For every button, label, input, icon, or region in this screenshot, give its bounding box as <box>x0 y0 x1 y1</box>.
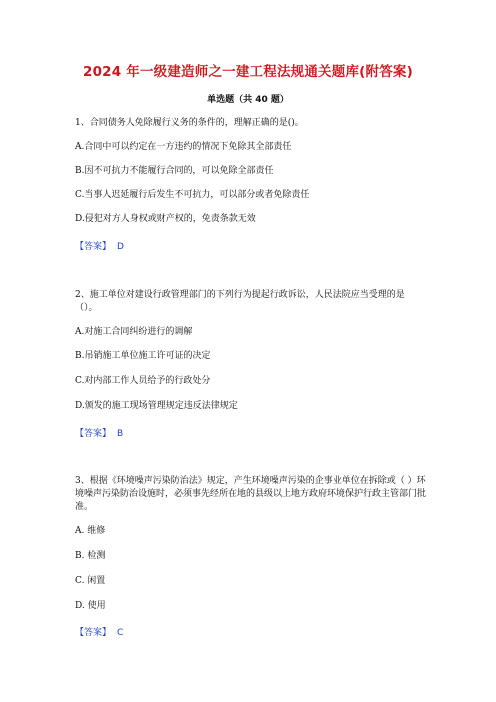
option-d: D. 使用 <box>75 601 106 611</box>
option-c: C. 闲置 <box>75 576 106 586</box>
answer-line <box>75 239 124 252</box>
option-a: A. 维修 <box>75 526 106 536</box>
question-stem: 2、施工单位对建设行政管理部门的下列行为提起行政诉讼，人民法院应当受理的是（）。 <box>75 290 405 313</box>
option-b: B.因不可抗力不能履行合同的，可以免除全部责任 <box>75 166 274 176</box>
option-b: B. 检测 <box>75 551 106 561</box>
answer-label: 【答案】 <box>75 628 112 638</box>
answer-label: 【答案】 <box>75 242 112 252</box>
answer-value: D <box>117 242 124 252</box>
answer-value: B <box>117 429 124 439</box>
question-stem: 1、合同债务人免除履行义务的条件的，理解正确的是()。 <box>75 118 304 128</box>
answer-value: C <box>117 628 124 638</box>
option-b: B.吊销施工单位施工许可证的决定 <box>75 351 211 361</box>
document-title: 2024 年一级建造师之一建工程法规通关题库(附答案) <box>82 64 413 80</box>
option-a: A.合同中可以约定在一方违约的情况下免除其全部责任 <box>75 142 292 152</box>
question-stem: 3、根据《环境噪声污染防治法》规定，产生环境噪声污染的企事业单位在拆除或（ ）环境噪声污染防治设施时，必须事先经所在地的县级以上地方政府环境保护行政主管部门批准。 <box>75 476 427 512</box>
option-d: D.侵犯对方人身权或财产权的，免责条款无效 <box>75 214 256 224</box>
answer-line <box>75 625 123 638</box>
option-a: A.对施工合同纠纷进行的调解 <box>75 327 193 337</box>
option-c: C.对内部工作人员给予的行政处分 <box>75 376 211 386</box>
answer-line <box>75 426 123 439</box>
option-c: C.当事人迟延履行后发生不可抗力，可以部分或者免除责任 <box>75 190 310 200</box>
option-d: D.颁发的施工现场管理规定违反法律规定 <box>75 401 238 411</box>
answer-label: 【答案】 <box>75 429 112 439</box>
section-title: 单选题（共 40 题） <box>207 95 289 105</box>
